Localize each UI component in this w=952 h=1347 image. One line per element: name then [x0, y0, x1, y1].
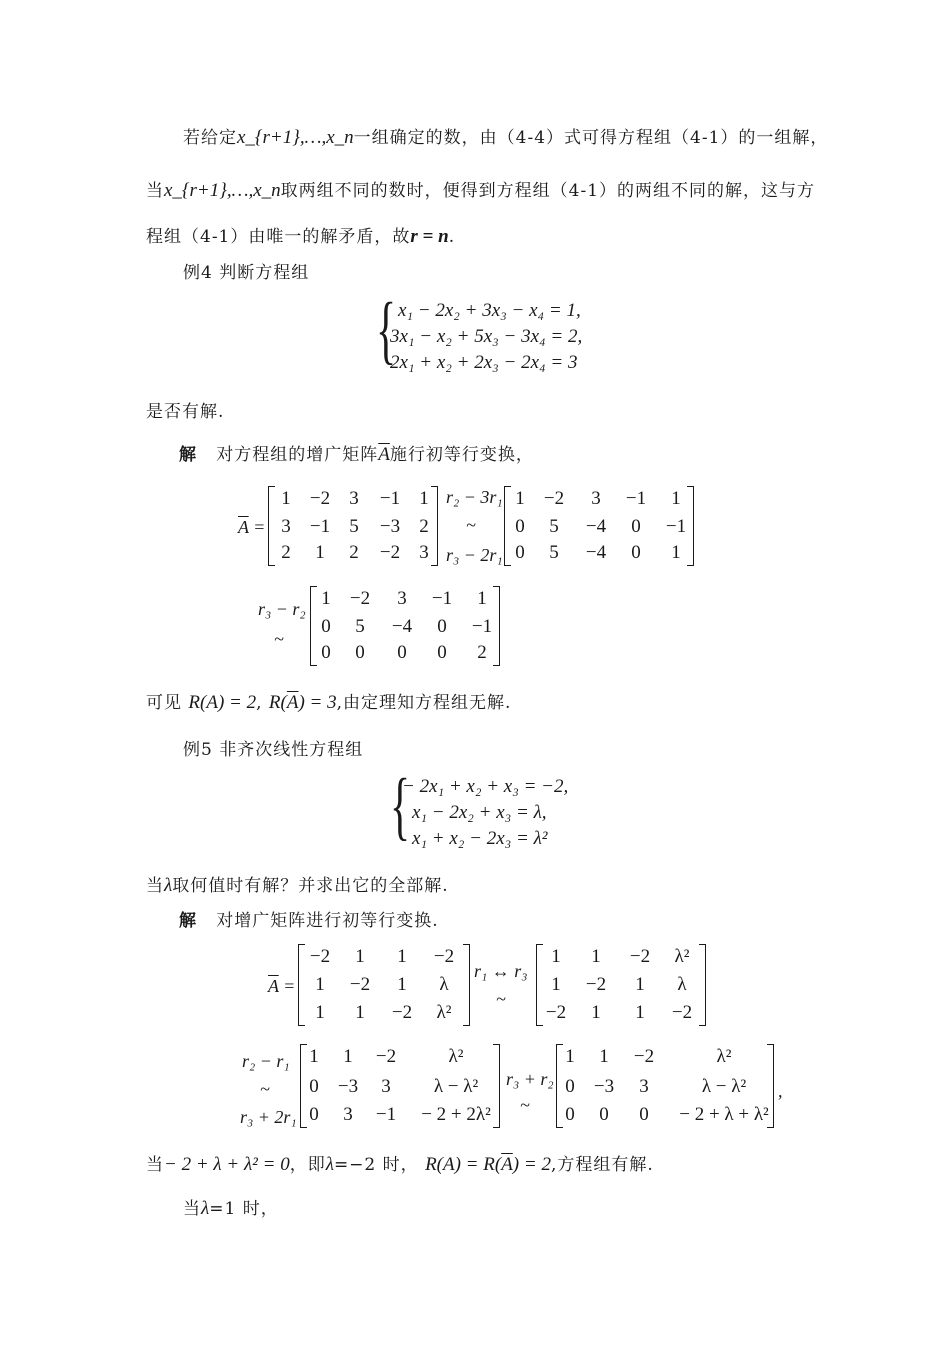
- ex5-matrix-1: −2 1 1 −2 1 −2 1 λ 1 1 −2 λ²: [298, 944, 470, 1028]
- text: 若给定: [183, 128, 237, 148]
- matrix-name: $\overline{A}$ =: [238, 517, 266, 537]
- op-label: r₃ − r₂: [258, 599, 306, 619]
- ex4-solution-intro: [179, 444, 534, 466]
- text: =1 时，: [209, 1199, 279, 1219]
- math-expr: r = n: [410, 226, 449, 247]
- ex4-conclusion: [146, 692, 511, 714]
- equation: x₁ − 2x₂ + x₃ = λ,: [412, 802, 547, 823]
- ex4-matrix-2: 1 −2 3 −1 1 0 5 −4 0 −1 0 5 −4 0 1: [504, 486, 694, 568]
- text: ,方程组有解.: [550, 1155, 654, 1175]
- punct: ,: [778, 1081, 783, 1101]
- math-expr: R(A) = 2: [188, 692, 257, 713]
- op-sim: ~: [260, 1079, 270, 1099]
- lambda: λ: [325, 1154, 334, 1175]
- math-expr: − 2 + λ + λ² = 0: [164, 1154, 290, 1175]
- equation: 2x₁ + x₂ + 2x₃ − 2x₄ = 3: [390, 352, 578, 373]
- text: .: [448, 227, 456, 247]
- op-label: r₁ ↔ r₃: [474, 961, 528, 981]
- lambda: λ: [164, 875, 173, 896]
- ex5-matrix-4: 1 1 −2 λ² 0 −3 3 λ − λ² 0 0 0 − 2 + λ + λ²: [556, 1044, 774, 1130]
- op-label: r₃ − 2r₁: [446, 545, 503, 565]
- ex5-case: [183, 1198, 279, 1220]
- matrix-name: $\overline{A}$ =: [268, 976, 296, 996]
- op-label: r₃ + 2r₁: [240, 1107, 297, 1127]
- text: ,由定理知方程组无解.: [336, 693, 512, 713]
- text: 对增广矩阵进行初等行变换.: [216, 911, 439, 931]
- text: 一组确定的数，由（4-4）式可得方程组（4-1）的一组解，: [353, 128, 829, 148]
- ex5-solution-intro: [179, 910, 439, 932]
- ex5-matrix-3: 1 1 −2 λ² 0 −3 3 λ − λ² 0 3 −1 − 2 + 2λ²: [300, 1044, 500, 1130]
- ex4-question: 是否有解.: [146, 402, 225, 422]
- equation: − 2x₁ + x₂ + x₃ = −2,: [402, 776, 569, 797]
- para1-line2: [146, 180, 815, 202]
- brace: {: [376, 288, 397, 372]
- text: 程组（4-1）由唯一的解矛盾，故: [146, 227, 411, 247]
- equation: x₁ + x₂ − 2x₃ = λ²: [412, 828, 548, 849]
- math-var: x_{r+1},…,x_n: [237, 127, 354, 148]
- brace: {: [390, 764, 411, 848]
- ex4-matrix-1: 1 −2 3 −1 1 3 −1 5 −3 2 2 1 2 −2 3: [268, 486, 438, 568]
- ex5-matrix-2: 1 1 −2 λ² 1 −2 1 λ −2 1 1 −2: [536, 944, 706, 1028]
- ex5-conclusion: [146, 1154, 654, 1176]
- op-sim: ~: [274, 629, 284, 649]
- text: 可见: [146, 693, 182, 713]
- solution-label: 解: [179, 445, 197, 465]
- text: 施行初等行变换，: [389, 445, 534, 465]
- math-expr: $R(A) = R(\overline{A}) = 2$: [425, 1154, 551, 1175]
- ex5-title: 例5 非齐次线性方程组: [183, 740, 364, 760]
- para1-line1: [183, 127, 828, 149]
- ex4-title: 例4 判断方程组: [183, 263, 310, 283]
- text: 取两组不同的数时，便得到方程组（4-1）的两组不同的解，这与方: [280, 181, 816, 201]
- text: 当: [146, 876, 164, 896]
- equation: x₁ − 2x₂ + 3x₃ − x₄ = 1,: [398, 300, 581, 321]
- equation: 3x₁ − x₂ + 5x₃ − 3x₄ = 2,: [390, 326, 583, 347]
- op-sim: ~: [496, 989, 506, 1009]
- text: 对方程组的增广矩阵: [216, 445, 379, 465]
- math-expr: $R(\overline{A}) = 3$: [268, 692, 337, 713]
- text: ，即: [289, 1155, 326, 1175]
- solution-label: 解: [179, 911, 197, 931]
- text: 当: [183, 1199, 201, 1219]
- augmented-matrix-symbol: $\overline{A}$: [378, 444, 390, 465]
- lambda: λ: [201, 1198, 210, 1219]
- ex4-matrix-3: 1 −2 3 −1 1 0 5 −4 0 −1 0 0 0 0 2: [310, 586, 500, 668]
- op-label: r₃ + r₂: [506, 1069, 554, 1089]
- para1-line3: [146, 226, 455, 248]
- ex5-question: [146, 875, 449, 897]
- text: 取何值时有解？并求出它的全部解.: [172, 876, 449, 896]
- text: 当: [146, 1155, 164, 1175]
- text: =−2 时，: [333, 1155, 419, 1175]
- op-label: r₂ − r₁: [242, 1051, 290, 1071]
- text: 当: [146, 181, 164, 201]
- op-label: r₂ − 3r₁: [446, 487, 503, 507]
- math-var: x_{r+1},…,x_n: [164, 180, 281, 201]
- op-sim: ~: [466, 515, 476, 535]
- text: ,: [256, 693, 263, 713]
- op-sim: ~: [520, 1095, 530, 1115]
